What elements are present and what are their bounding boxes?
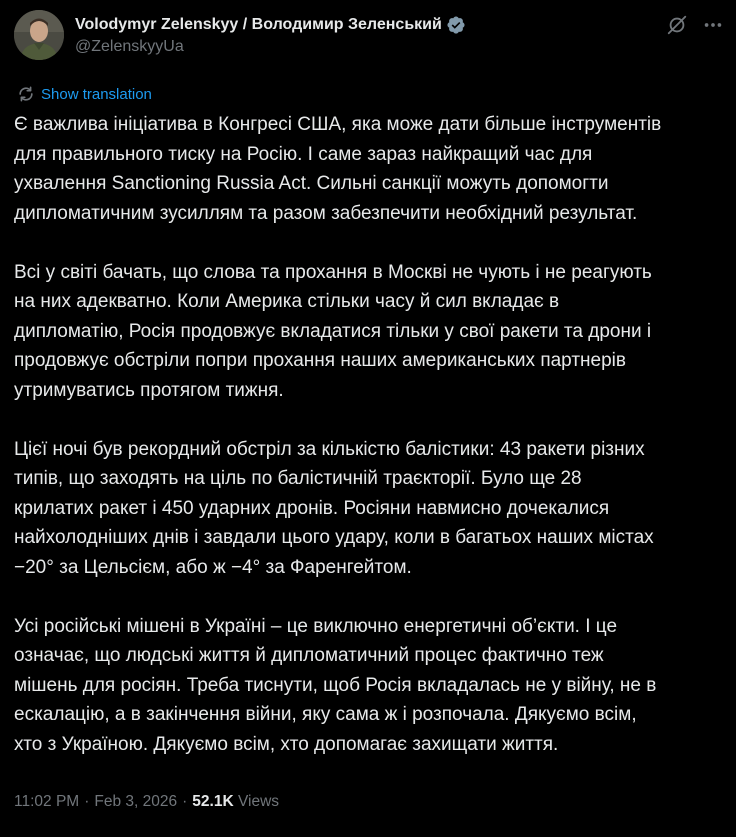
- profile-photo-icon: [14, 10, 64, 60]
- views-count[interactable]: 52.1K: [192, 793, 234, 810]
- tweet-header: [14, 10, 722, 62]
- tweet-time[interactable]: 11:02 PM: [14, 793, 80, 810]
- author-names: [75, 14, 466, 56]
- more-dots-icon: [702, 14, 724, 36]
- more-options-button[interactable]: [700, 12, 726, 38]
- verified-badge-icon[interactable]: [446, 15, 466, 35]
- tweet-date[interactable]: Feb 3, 2026: [94, 793, 178, 810]
- views-label: Views: [237, 793, 280, 810]
- avatar[interactable]: [14, 10, 64, 60]
- tweet-meta: [14, 792, 279, 812]
- tweet-paragraph: Є важлива ініціатива в Конгресі США, яка може дати більше інструментів для правильного тиску на Росію. І саме зараз найкращий час для ухвалення Sanctioning Russia Act. Сильні санкції можуть допомогти дипломатичним зусиллям та разом забезпечити необхідний результат.: [14, 114, 662, 224]
- author-handle[interactable]: @ZelenskyyUa: [75, 38, 184, 55]
- author-display-name[interactable]: Volodymyr Zelenskyy / Володимир Зеленський: [75, 16, 442, 33]
- tweet-paragraph: Цієї ночі був рекордний обстріл за кількістю балістики: 43 ракети різних типів, що заходять на ціль по балістичній траєкторії. Було ще 28 крилатих ракет і 450 ударних дронів. Росіяни навмисно дочекалися найхолодніших днів і завдали цього удару, коли в багатьох наших містах −20° за Цельсієм, або ж −4° за Фаренгейтом.: [14, 438, 654, 578]
- grok-icon: [666, 14, 688, 36]
- show-translation-label: Show translation: [41, 85, 152, 103]
- meta-separator: ·: [182, 793, 188, 810]
- grok-button[interactable]: [664, 12, 690, 38]
- translate-icon: [16, 84, 36, 104]
- tweet-paragraph: Всі у світі бачать, що слова та прохання в Москві не чують і не реагують на них адекватно. Коли Америка стільки часу й сил вкладає в дипломатію, Росія продовжує вкладатися тільки у свої ракети та дрони і продовжує обстріли попри прохання наших американських партнерів утримуватись протягом тижня.: [14, 261, 652, 401]
- show-translation-link[interactable]: [16, 84, 152, 104]
- tweet-paragraph: Усі російські мішені в Україні – це виключно енергетичні об’єкти. І це означає, що людські життя й дипломатичний процес фактично теж мішень для росіян. Треба тиснути, щоб Росія вкладалась не у війну, не в ескалацію, а в закінчення війни, яку сама ж і розпочала. Дякуємо всім, хто з Україною. Дякуємо всім, хто допомагає захищати життя.: [14, 615, 657, 755]
- meta-separator: ·: [84, 793, 90, 810]
- tweet-text: [14, 110, 726, 759]
